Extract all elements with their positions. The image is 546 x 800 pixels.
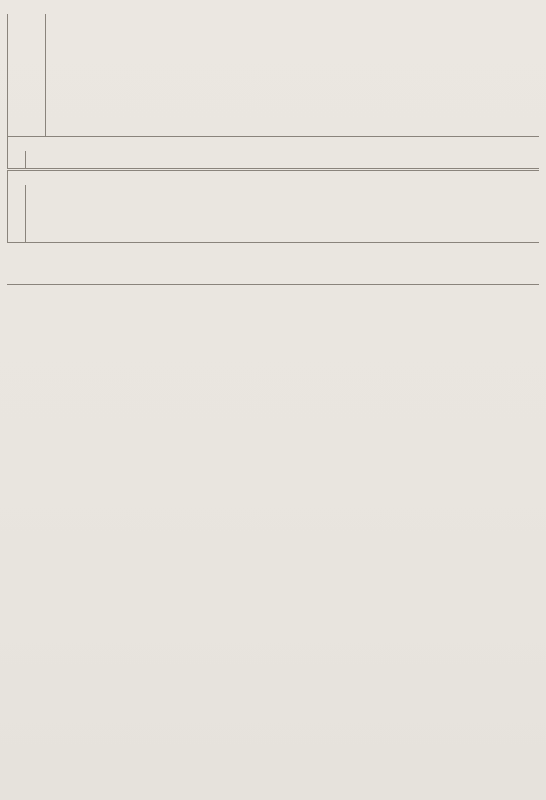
chapter-rule xyxy=(7,284,539,285)
group-border-left xyxy=(7,170,8,242)
group-border-left xyxy=(7,14,8,136)
subgroup-border xyxy=(45,14,46,136)
group-border-bottom xyxy=(7,242,539,243)
group-border-top xyxy=(7,170,539,171)
subgroup-border xyxy=(25,151,26,168)
group-border-bottom xyxy=(7,168,539,169)
group-border-top xyxy=(7,136,539,137)
group-border-left xyxy=(7,136,8,168)
subgroup-border xyxy=(25,185,26,242)
